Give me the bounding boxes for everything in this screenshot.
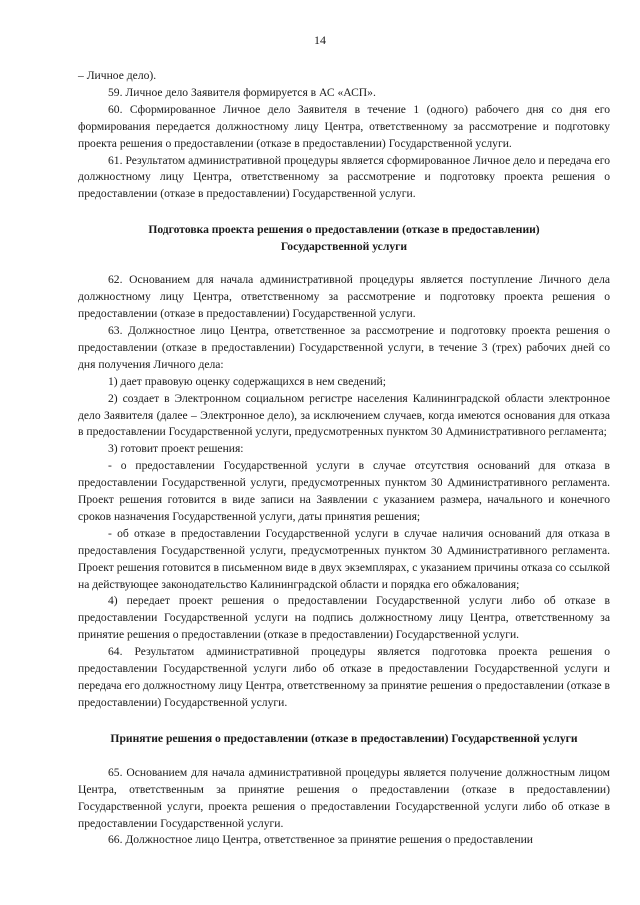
paragraph-65: 65. Основанием для начала административной процедуры является получение должностным лицом Центра, ответственным за принятие решения о предоставлении (отказе в предоставлении) Государственной услуги, проекта решения о предоставлении Государственной услуги либо об отказе в предоставлении Государственной услуги. — [78, 765, 610, 830]
paragraph-66: 66. Должностное лицо Центра, ответственное за принятие решения о предоставлении — [108, 833, 533, 847]
page-number: 14 — [314, 33, 326, 47]
list-item-63-4: 4) передает проект решения о предоставлении Государственной услуги либо об отказе в предоставлении Государственной услуги на подпись должностному лицу Центра, ответственному за принятие решения о предоставлении (отказе в предоставлении) Государственной услуги. — [78, 594, 610, 642]
paragraph-62: 62. Основанием для начала административной процедуры является поступление Личного дела должностному лицу Центра, ответственному за рассмотрение и подготовку проекта решения о предоставлении (отказе в предоставлении) Государственной услуги. — [78, 273, 610, 321]
paragraph-59: 59. Личное дело Заявителя формируется в АС «АСП». — [108, 85, 376, 99]
document-body — [78, 68, 610, 849]
paragraph-64: 64. Результатом административной процедуры является подготовка проекта решения о предоставлении Государственной услуги либо об отказе в предоставлении Государственной услуги и передача его должностному лицу Центра, ответственному за принятие решения о предоставлении (отказе в предоставлении) Государственной услуги. — [78, 645, 610, 709]
paragraph-61: 61. Результатом административной процедуры является сформированное Личное дело и передача его должностному лицу Центра, ответственному за рассмотрение и подготовку проекта решения о предоставлении (отказе в предоставлении) Государственной услуги. — [78, 153, 610, 201]
paragraph-63: 63. Должностное лицо Центра, ответственное за рассмотрение и подготовку проекта решения о предоставлении (отказе в предоставлении) Государственной услуги, в течение 3 (трех) рабочих дней со дня получения Личного дела: — [78, 323, 610, 371]
list-item-63-3-grant: - о предоставлении Государственной услуги в случае отсутствия оснований для отказа в предоставлении Государственной услуги, предусмотренных пунктом 30 Административного регламента. Проект решения готовится в виде записи на Заявлении с указанием размера, начального и конечного сроков назначения Государственной услуги, даты принятия решения; — [78, 459, 610, 523]
list-item-63-3: 3) готовит проект решения: — [108, 442, 244, 456]
paragraph-continuation: – Личное дело). — [78, 69, 157, 82]
list-item-63-2: 2) создает в Электронном социальном регистре населения Калининградской области электронное дело Заявителя (далее – Электронное дело), за исключением случаев, когда имеются основания для отказа в предоставлении Государственной услуги, предусмотренных пунктом 30 Административного регламента; — [78, 391, 610, 439]
section-heading-decision: Принятие решения о предоставлении (отказе в предоставлении) Государственной услуги — [110, 731, 578, 745]
paragraph-60: 60. Сформированное Личное дело Заявителя в течение 1 (одного) рабочего дня со дня его формирования передается должностному лицу Центра, ответственному за рассмотрение и подготовку проекта решения о предоставлении (отказе в предоставлении) Государственной услуги. — [78, 102, 610, 150]
list-item-63-3-refusal: - об отказе в предоставлении Государственной услуги в случае наличия оснований для отказа в предоставления Государственной услуги, предусмотренных пунктом 30 Административного регламента. Проект решения готовится в письменном виде в двух экземплярах, с указанием причины отказа со ссылкой на действующее законодательство Калининградской области и порядка его обжалования; — [78, 526, 610, 591]
section-heading-preparation: Подготовка проекта решения о предоставлении (отказе в предоставлении) Государственной услуги — [148, 223, 540, 254]
list-item-63-1: 1) дает правовую оценку содержащихся в нем сведений; — [108, 374, 386, 388]
